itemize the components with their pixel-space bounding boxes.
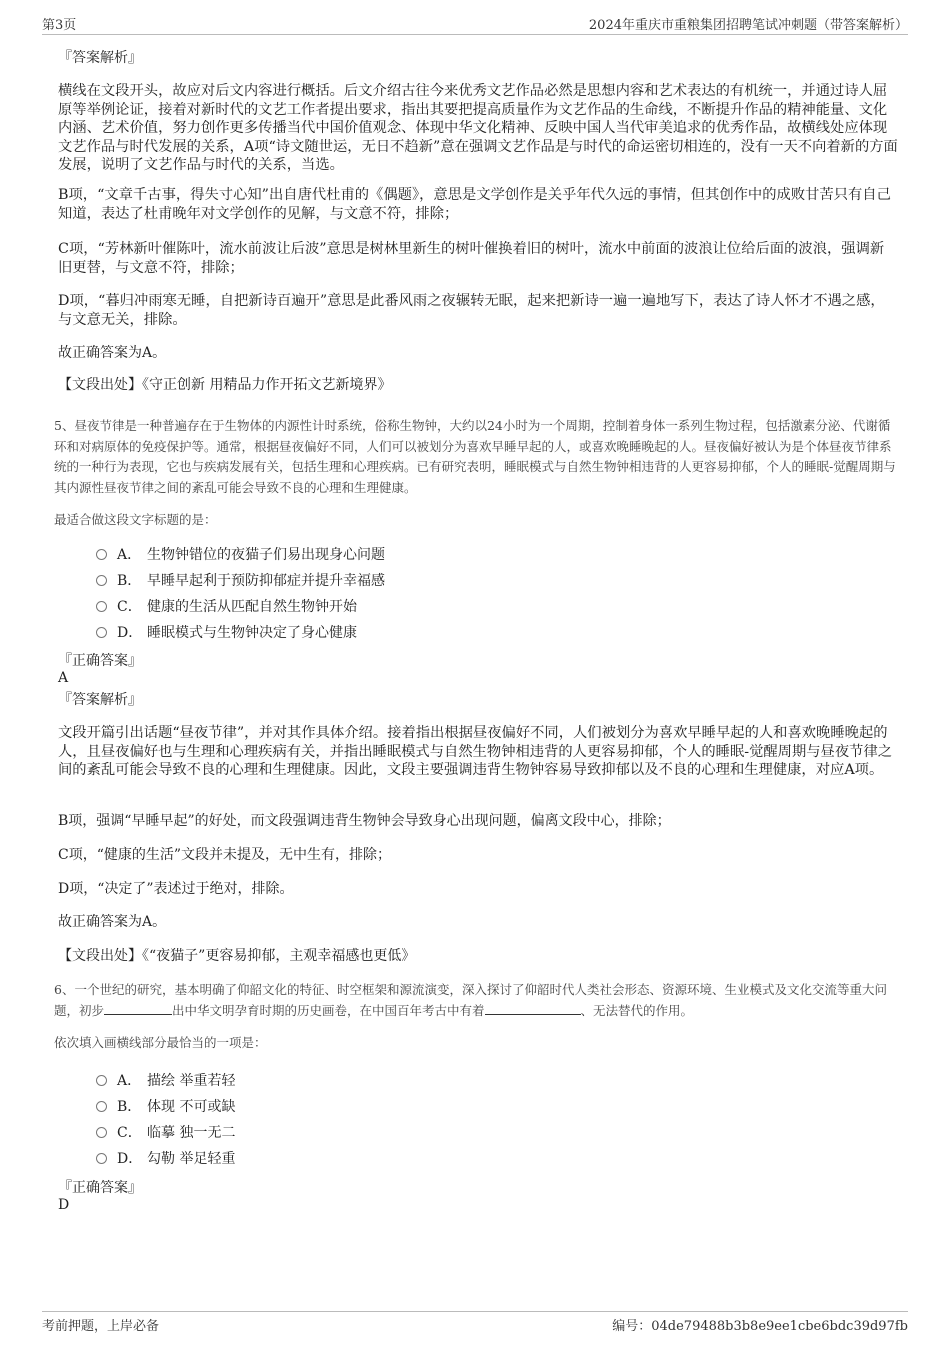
- q6-answer: D: [58, 1197, 70, 1213]
- q5-answer: A: [58, 670, 69, 686]
- radio-icon[interactable]: [96, 1101, 107, 1112]
- q6-option-a[interactable]: A． 描绘 举重若轻: [96, 1069, 235, 1091]
- q6-passage: 6、一个世纪的研究，基本明确了仰韶文化的特征、时空框架和源流演变，深入探讨了仰韶时代人类社会形态、资源环境、生业模式及文化交流等重大问题，初步 出中华文明孕育时期的历史画卷，在中国百年考古中有着 、无法替代的作用。: [54, 982, 887, 1018]
- q4-source: 【文段出处】《守正创新 用精品力作开拓文艺新境界》: [58, 377, 392, 393]
- q5-analysis-label: 『答案解析』: [58, 692, 142, 708]
- page-number: 第3页: [42, 18, 77, 33]
- fill-blank-1[interactable]: [104, 1002, 172, 1015]
- q5-analysis-text: 文段开篇引出话题“昼夜节律”，并对其作具体介绍。接着指出根据昼夜偏好不同，人们被划分为喜欢早睡早起的人和喜欢晚睡晚起的人，且昼夜偏好也与生理和心理疾病有关，并指出睡眠模式与自然生物钟相违背的人更容易抑郁，个人的睡眠-觉醒周期与昼夜节律之间的紊乱可能会导致不良的心理和生理健康。因此，文段主要强调违背生物钟容易导致抑郁以及不良的心理和生理健康，对应A项。: [58, 725, 893, 778]
- document-title: 2024年重庆市重粮集团招聘笔试冲刺题（带答案解析）: [588, 18, 908, 33]
- q4-option-c-analysis: C项，“芳林新叶催陈叶，流水前波让后波”意思是树林里新生的树叶催换着旧的树叶，流水中前面的波浪让位给后面的波浪，强调新旧更替，与文意不符，排除；: [58, 241, 885, 276]
- q6-question: 依次填入画横线部分最恰当的一项是：: [54, 1035, 267, 1050]
- q5-source: 【文段出处】《“夜猫子”更容易抑郁，主观幸福感也更低》: [58, 948, 416, 964]
- q5-option-c-analysis: C项，“健康的生活”文段并未提及，无中生有，排除；: [58, 847, 392, 863]
- q6-option-d[interactable]: D． 勾勒 举足轻重: [96, 1147, 235, 1169]
- q6-answer-label: 『正确答案』: [58, 1180, 142, 1196]
- radio-icon[interactable]: [96, 1153, 107, 1164]
- q5-answer-label: 『正确答案』: [58, 653, 142, 669]
- radio-icon[interactable]: [96, 1127, 107, 1138]
- q5-option-b-analysis: B项，强调“早睡早起”的好处，而文段强调违背生物钟会导致身心出现问题，偏离文段中心，排除；: [58, 813, 671, 829]
- q5-option-a[interactable]: A． 生物钟错位的夜猫子们易出现身心问题: [96, 543, 385, 565]
- q5-passage: 5、昼夜节律是一种普遍存在于生物体的内源性计时系统，俗称生物钟，大约以24小时为一个周期，控制着身体一系列生物过程，包括激素分泌、代谢循环和对病原体的免疫保护等。通常，根据昼夜偏好不同，人们可以被划分为喜欢早睡早起的人，或喜欢晚睡晚起的人。昼夜偏好被认为是个体昼夜节律系统的一种行为表现，它也与疾病发展有关，包括生理和心理疾病。已有研究表明，睡眠模式与自然生物钟相违背的人更容易抑郁，个人的睡眠-觉醒周期与其内源性昼夜节律之间的紊乱可能会导致不良的心理和生理健康。: [54, 418, 896, 495]
- page-footer: [42, 1311, 908, 1334]
- document-id: 编号：04de79488b3b8e9ee1cbe6bdc39d97fb: [612, 1319, 908, 1334]
- q5-option-c[interactable]: C． 健康的生活从匹配自然生物钟开始: [96, 595, 357, 617]
- footer-slogan: 考前押题，上岸必备: [42, 1319, 160, 1334]
- q4-analysis-text: 横线在文段开头，故应对后文内容进行概括。后文介绍古往今来优秀文艺作品必然是思想内容和艺术表达的有机统一，并通过诗人屈原等举例论证，接着对新时代的文艺工作者提出要求，指出其要把提高质量作为文艺作品的生命线，不断提升作品的精神能量、文化内涵、艺术价值，努力创作更多传播当代中国价值观念、体现中华文化精神、反映中国人当代审美追求的优秀作品，故横线处应体现文艺作品与时代发展的关系，A项“诗文随世运，无日不趋新”意在强调文艺作品是与时代的命运密切相连的，没有一天不向着新的方面发展，说明了文艺作品与时代的关系，当选。: [58, 83, 898, 173]
- q5-option-b[interactable]: B． 早睡早起利于预防抑郁症并提升幸福感: [96, 569, 385, 591]
- radio-icon[interactable]: [96, 627, 107, 638]
- radio-icon[interactable]: [96, 1075, 107, 1086]
- q4-option-d-analysis: D项，“暮归冲雨寒无睡，自把新诗百遍开”意思是此番风雨之夜辗转无眠，起来把新诗一遍一遍地写下，表达了诗人怀才不遇之感，与文意无关，排除。: [58, 293, 885, 328]
- q6-option-b[interactable]: B． 体现 不可或缺: [96, 1095, 235, 1117]
- q6-option-c[interactable]: C． 临摹 独一无二: [96, 1121, 235, 1143]
- q4-analysis-label: 『答案解析』: [58, 50, 142, 66]
- fill-blank-2[interactable]: [485, 1002, 581, 1015]
- radio-icon[interactable]: [96, 601, 107, 612]
- radio-icon[interactable]: [96, 575, 107, 586]
- q5-option-d[interactable]: D． 睡眠模式与生物钟决定了身心健康: [96, 621, 357, 643]
- page-header: [42, 12, 908, 35]
- q5-conclusion: 故正确答案为A。: [58, 914, 167, 930]
- q4-option-b-analysis: B项，“文章千古事，得失寸心知”出自唐代杜甫的《偶题》，意思是文学创作是关乎年代久远的事情，但其创作中的成败甘苦只有自己知道，表达了杜甫晚年对文学创作的见解，与文意不符，排除；: [58, 187, 891, 222]
- radio-icon[interactable]: [96, 549, 107, 560]
- q5-question: 最适合做这段文字标题的是：: [54, 512, 217, 527]
- q5-option-d-analysis: D项，“决定了”表述过于绝对，排除。: [58, 881, 294, 897]
- q4-conclusion: 故正确答案为A。: [58, 345, 167, 361]
